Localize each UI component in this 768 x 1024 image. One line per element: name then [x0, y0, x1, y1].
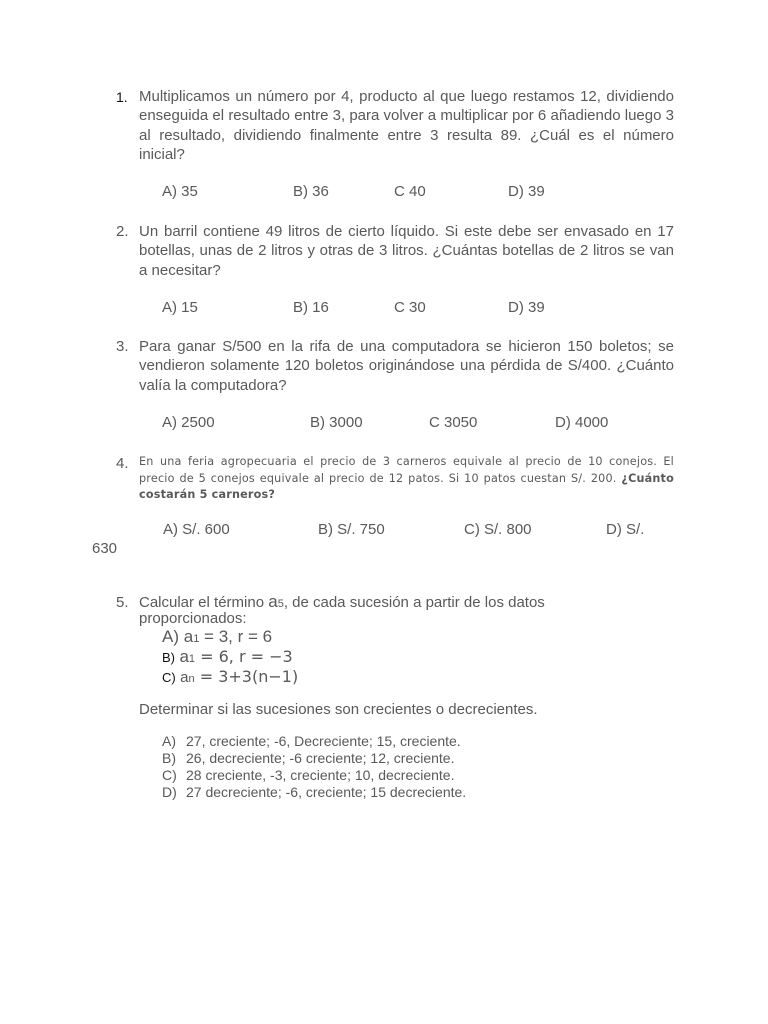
question-4-text-question: ¿Cuánto costarán 5 carneros?: [139, 471, 674, 501]
item-a-label: A): [162, 627, 179, 646]
answer-b: [162, 750, 466, 767]
item-b-var: a: [179, 647, 189, 666]
question-1-text: Multiplicamos un número por 4, producto al que luego restamos 12, dividiendo enseguida el resultado entre 3, para volver a multiplicar por 6 añadiendo luego 3 al resultado, dividiendo finalmente entre 3 resulta 89. ¿Cuál es el número inicial?: [139, 88, 674, 163]
question-4-option-d-overflow: 630: [92, 540, 118, 557]
answer-a-text: 27, creciente; -6, Decreciente; 15, creciente.: [186, 733, 461, 749]
question-2-option-a: A) 15: [162, 299, 198, 316]
item-c-label: C): [162, 670, 176, 685]
question-4-text: [139, 454, 674, 504]
question-3-option-d: D) 4000: [555, 414, 609, 431]
question-5-text-line2: proporcionados:: [139, 610, 247, 627]
answer-d-label: D): [162, 784, 177, 800]
question-5-term-var: a: [268, 592, 278, 611]
question-4-option-d: D) S/.: [606, 521, 645, 538]
question-5-term-sub: 5: [277, 598, 284, 610]
question-5-instruction: Determinar si las sucesiones son crecientes o decrecientes.: [139, 701, 538, 718]
question-1-option-a: A) 35: [162, 183, 198, 200]
question-2-number: 2.: [116, 223, 129, 240]
item-b-formula: = 6, r = −3: [195, 647, 293, 666]
item-b-label: B): [162, 650, 175, 665]
question-5-text-post: , de cada sucesión a partir de los datos: [283, 594, 545, 611]
question-4-option-c: C) S/. 800: [464, 521, 532, 538]
answer-c: [162, 767, 466, 784]
question-5-item-b: [162, 647, 293, 667]
question-1-option-d: D) 39: [508, 183, 545, 200]
answer-b-label: B): [162, 750, 176, 766]
question-5-item-c: [162, 667, 298, 687]
answer-a: [162, 733, 466, 750]
question-4-option-b: B) S/. 750: [318, 521, 385, 538]
item-c-var: a: [180, 669, 189, 686]
item-c-sub: n: [188, 673, 195, 685]
item-a-var: a: [183, 627, 194, 646]
answer-d: [162, 784, 466, 801]
question-2-option-b: B) 16: [293, 299, 329, 316]
question-1-option-b: B) 36: [293, 183, 329, 200]
question-3-option-c: C 3050: [429, 414, 478, 431]
item-a-sub: 1: [193, 633, 200, 645]
question-3-text: Para ganar S/500 en la rifa de una computadora se hicieron 150 boletos; se vendieron solamente 120 boletos originándose una pérdida de S/400. ¿Cuánto valía la computadora?: [139, 338, 674, 394]
question-4-number: 4.: [116, 455, 129, 472]
question-5-text: [139, 592, 545, 612]
question-3-option-a: A) 2500: [162, 414, 215, 431]
item-c-formula: = 3+3(n−1): [194, 667, 299, 686]
answer-d-text: 27 decreciente; -6, creciente; 15 decreciente.: [186, 784, 467, 800]
question-4-text-body: En una feria agropecuaria el precio de 3 carneros equivale al precio de 10 conejos. El precio de 5 conejos equivale al precio de 12 patos. Si 10 patos cuestan S/. 200.: [139, 455, 674, 485]
item-b-sub: 1: [188, 653, 196, 665]
question-2-option-c: C 30: [394, 299, 426, 316]
answer-b-text: 26, decreciente; -6 creciente; 12, creciente.: [186, 750, 455, 766]
question-1-option-c: C 40: [394, 183, 426, 200]
question-2-text: Un barril contiene 49 litros de cierto líquido. Si este debe ser envasado en 17 botellas, unas de 2 litros y otras de 3 litros. ¿Cuántas botellas de 2 litros se van a necesitar?: [139, 223, 674, 279]
question-5-text-pre: Calcular el término: [139, 594, 269, 611]
question-5-item-a: [162, 627, 272, 647]
question-2-option-d: D) 39: [508, 299, 545, 316]
question-4-option-a: A) S/. 600: [163, 521, 230, 538]
question-3-number: 3.: [116, 338, 129, 355]
answer-c-label: C): [162, 767, 177, 783]
answer-c-text: 28 creciente, -3, creciente; 10, decreciente.: [186, 767, 455, 783]
item-a-formula: = 3, r = 6: [199, 627, 273, 646]
question-5-answers: [162, 733, 466, 801]
question-3-option-b: B) 3000: [310, 414, 363, 431]
question-1-number: 1.: [116, 89, 128, 105]
answer-a-label: A): [162, 733, 176, 749]
question-5-number: 5.: [116, 594, 129, 611]
